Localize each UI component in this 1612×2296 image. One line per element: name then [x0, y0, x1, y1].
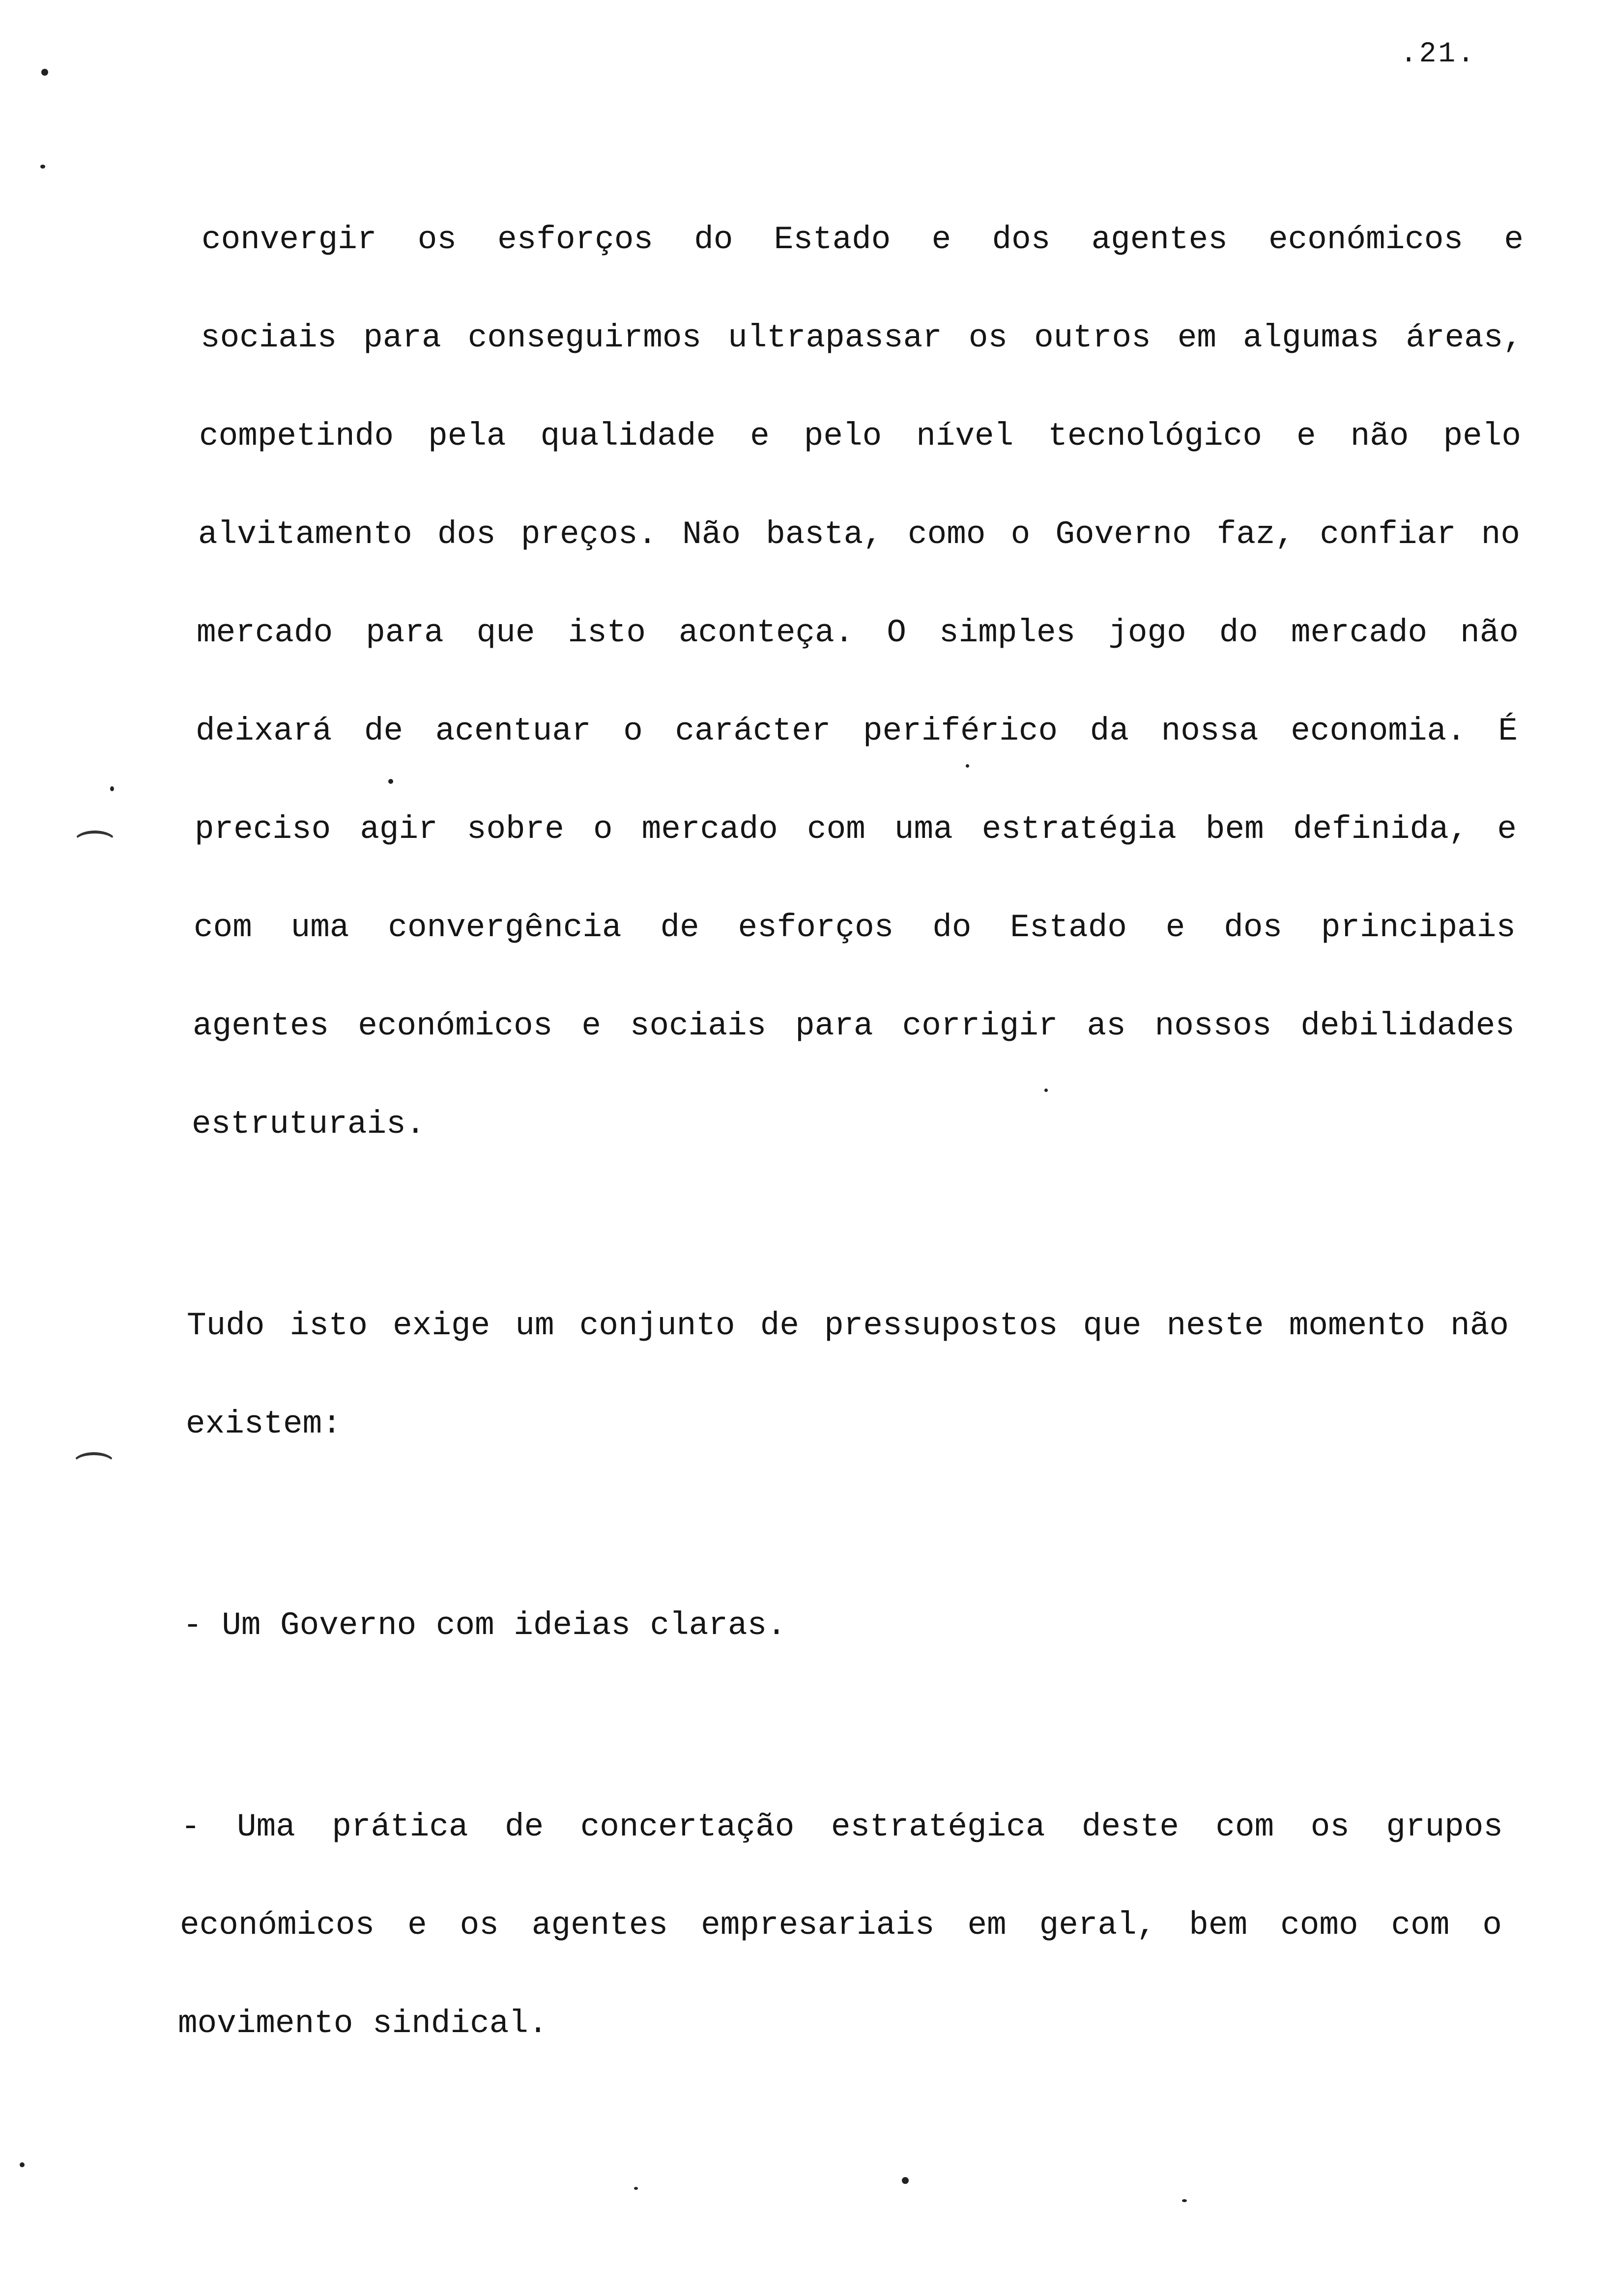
- scan-speck: [41, 69, 48, 76]
- list-item-2-line-3: movimento sindical.: [178, 2005, 548, 2042]
- paragraph-1-line-5: mercado para que isto aconteça. O simples jogo do mercado não: [197, 614, 1519, 651]
- list-item-2-line-1: - Uma prática de concertação estratégica deste com os grupos: [181, 1808, 1503, 1845]
- scan-speck: [110, 786, 114, 791]
- scan-speck: [1182, 2199, 1187, 2202]
- paragraph-1-line-2: sociais para conseguirmos ultrapassar os outros em algumas áreas,: [201, 319, 1523, 356]
- paragraph-1-line-1: convergir os esforços do Estado e dos agentes económicos e: [202, 221, 1524, 258]
- scan-mark-curve: [74, 831, 116, 853]
- scan-speck: [902, 2177, 909, 2184]
- list-item-1: - Um Governo com ideias claras.: [183, 1607, 786, 1644]
- paragraph-1-line-6: deixará de acentuar o carácter periférico da nossa economia. É: [196, 713, 1518, 749]
- page-number: .21.: [1400, 38, 1476, 70]
- paragraph-1-line-4: alvitamento dos preços. Não basta, como o Governo faz, confiar no: [198, 516, 1520, 553]
- scan-mark-curve: [73, 1452, 115, 1475]
- scan-speck: [1044, 1089, 1048, 1092]
- scan-speck: [40, 165, 45, 169]
- paragraph-1-line-7: preciso agir sobre o mercado com uma estratégia bem definida, e: [195, 811, 1517, 848]
- scan-speck: [388, 779, 393, 784]
- list-item-2-line-2: económicos e os agentes empresariais em geral, bem como com o: [180, 1907, 1502, 1944]
- scan-speck: [634, 2187, 638, 2190]
- paragraph-1-line-3: competindo pela qualidade e pelo nível tecnológico e não pelo: [199, 418, 1521, 455]
- paragraph-2-line-1: Tudo isto exige um conjunto de pressupostos que neste momento não: [187, 1307, 1509, 1344]
- paragraph-1-line-9: agentes económicos e sociais para corrigir as nossos debilidades: [193, 1007, 1515, 1044]
- scan-speck: [20, 2162, 25, 2167]
- paragraph-2-line-2: existem:: [186, 1406, 342, 1442]
- paragraph-1-line-10: estruturais.: [192, 1106, 426, 1143]
- paragraph-1-line-8: com uma convergência de esforços do Estado e dos principais: [194, 909, 1516, 946]
- scan-speck: [966, 764, 969, 768]
